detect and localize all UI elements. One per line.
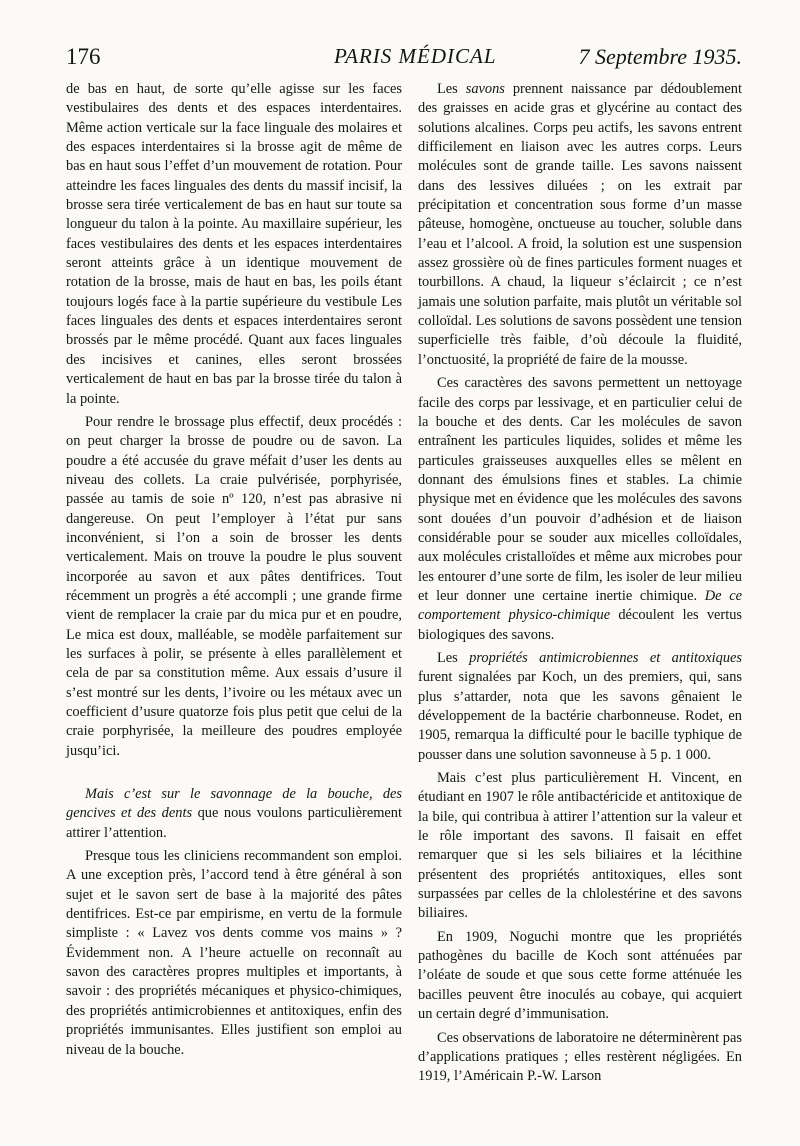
- text-span: furent signalées par Koch, un des premiers, qui, sans plus s’attarder, nota que les savons gênaient le développement de la bactérie charbonneuse. Rodet, en 1905, remarqua la difficulté pour le bacille typhique de pousser dans une solution savonneuse à 5 p. 1 000.: [418, 669, 742, 763]
- text-span: Ces caractères des savons permettent un nettoyage facile des corps par lessivage, et en particulier celui de la bouche et des dents. Car les molécules de savon entraînent les particules liquides, solides et même les particules graisseuses auxquelles elles se mêlent en donnant des émulsions fines et stables. La chimie physique met en évidence que les molécules des savons sont douées d’un pouvoir d’adhésion et de liaison considérable pour se souder aux micelles colloïdales, aux molécules cristalloïdes et même aux microbes pour les entourer d’une sorte de film, les isoler de leur milieu et leur donner une certaine inertie chimique.: [418, 375, 742, 604]
- paragraph: Presque tous les cliniciens recommandent son emploi. A une exception près, l’accord tend à être général à son sujet et le savon sert de base à la majorité des pâtes dentifrices. Est-ce par empirisme, en vertu de la formule simpliste : « Lavez vos dents comme vos mains » ? Évidemment non. A l’heure actuelle on reconnaît au savon des caractères propres multiples et importants, à savoir : des propriétés mécaniques et physico-chimiques, des propriétés antimicrobiennes et antitoxiques, enfin des propriétés immunisantes. Elles justifient son emploi au niveau de la bouche.: [66, 848, 402, 1058]
- paragraph: En 1909, Noguchi montre que les propriétés pathogènes du bacille de Koch sont atténuées par l’oléate de soude et que sous cette forme atténuée les bacilles peuvent être inoculés au cobaye, qui acquiert un certain degré d’immunisation.: [418, 928, 742, 1023]
- paragraph: [418, 374, 742, 645]
- journal-title: PARIS MÉDICAL: [334, 44, 497, 68]
- italic-text: savons: [465, 81, 505, 97]
- page-header: [66, 44, 742, 76]
- italic-text: Mais c’est sur le savonnage de la bouche, des gencives et des dents: [66, 786, 402, 822]
- text-span: prennent naissance par dédoublement des graisses en acide gras et glycérine au contact des solutions alcalines. Corps peu actifs, les savons entrent difficilement en liaison avec les autres corps. Leurs molécules sont de grande taille. Les savons naissent dans des lessives diluées ; on les extrait par précipitation et concentration sous forme d’un masse pâteuse, homogène, onctueuse au toucher, soluble dans l’eau et l’alcool. A froid, la solution est une suspension assez grossière où de fines particules forment nuages et tourbillons. A chaud, la liqueur s’éclaircit ; ce n’est jamais une solution parfaite, mais plutôt un véritable sol colloïdal. Les solutions de savons possèdent une tension superficielle très faible, d’où découle la fluidité, l’onctuosité, la propriété de faire de la mousse.: [418, 81, 742, 368]
- italic-text: De ce comportement physico-chimique: [418, 587, 742, 624]
- text-span: découlent les vertus biologiques des savons.: [418, 607, 742, 643]
- italic-text: propriétés antimicrobiennes et antitoxiques: [469, 649, 742, 666]
- paragraph: [418, 80, 742, 370]
- left-column: [66, 80, 402, 1064]
- paragraph: Mais c’est plus particulièrement H. Vincent, en étudiant en 1907 le rôle antibactéricide et antitoxique de la bile, qui contribua à attirer l’attention sur la valeur et le rôle important des savons. Il faisait en effet remarquer que si les sels biliaires et la lécithine présentent des propriétés antitoxiques, elles sont surpassées par celles de la chlolestérine et des savons biliaires.: [418, 770, 742, 922]
- text-span: que nous voulons particulièrement attirer l’attention.: [66, 805, 402, 841]
- issue-date: 7 Septembre 1935.: [578, 44, 742, 69]
- paragraph: [66, 785, 402, 843]
- paragraph: [418, 649, 742, 765]
- paragraph: de bas en haut, de sorte qu’elle agisse sur les faces vestibulaires des dents et des espaces interdentaires. Même action verticale sur la face linguale des molaires et des espaces interdentaires si la brosse agit de même de bas en haut sous l’effet d’un mouvement de rotation. Pour atteindre les faces linguales des dents du massif incisif, la brosse sera tirée verticalement de bas en haut sur toute sa longueur du talon à la pointe. Au maxillaire supérieur, les faces vestibulaires des dents et les espaces interdentaires seront atteints grâce à un identique mouvement de rotation de la brosse, mais de haut en bas, les poils étant toujours logés face à la partie supérieure du vestibule Les faces linguales des dents et espaces interdentaires seront brossés par le même procédé. Quant aux faces linguales des incisives et canines, elles seront brossées verticalement de haut en bas par la brosse tirée du talon à la pointe.: [66, 81, 402, 407]
- paragraph: Pour rendre le brossage plus effectif, deux procédés : on peut charger la brosse de poudre ou de savon. La poudre a été accusée du grave méfait d’user les dents au niveau des collets. La craie pulvérisée, porphyrisée, passée au tamis de soie nº 120, n’est pas abrasive ni dangereuse. On peut l’employer à l’état pur sans inconvénient, si l’on a soin de brosser les dents verticalement. Mais on trouve la poudre le plus souvent incorporée au savon et aux pâtes dentifrices. Tout récemment un progrès a été accompli ; une grande firme vient de remplacer la craie par du mica pur et en poudre, Le mica est doux, malléable, se modèle parfaitement sur les surfaces à polir, se présente à elles parallèlement et cela de par sa constitution même. Aux essais d’usure il s’est montré sur les dents, l’ivoire ou les métaux avec un coefficient d’usure quatorze fois plus petit que celui de la craie porphyrisée, la meilleure des poudres employée jusqu’ici.: [66, 413, 402, 759]
- text-span: Les: [437, 81, 466, 97]
- page-number: 176: [66, 44, 101, 69]
- text-span: Les: [437, 649, 470, 666]
- paragraph: Ces observations de laboratoire ne déterminèrent pas d’applications pratiques ; elles restèrent négligées. En 1919, l’Américain P.-W. Larson: [418, 1029, 742, 1085]
- right-column: [418, 80, 742, 1091]
